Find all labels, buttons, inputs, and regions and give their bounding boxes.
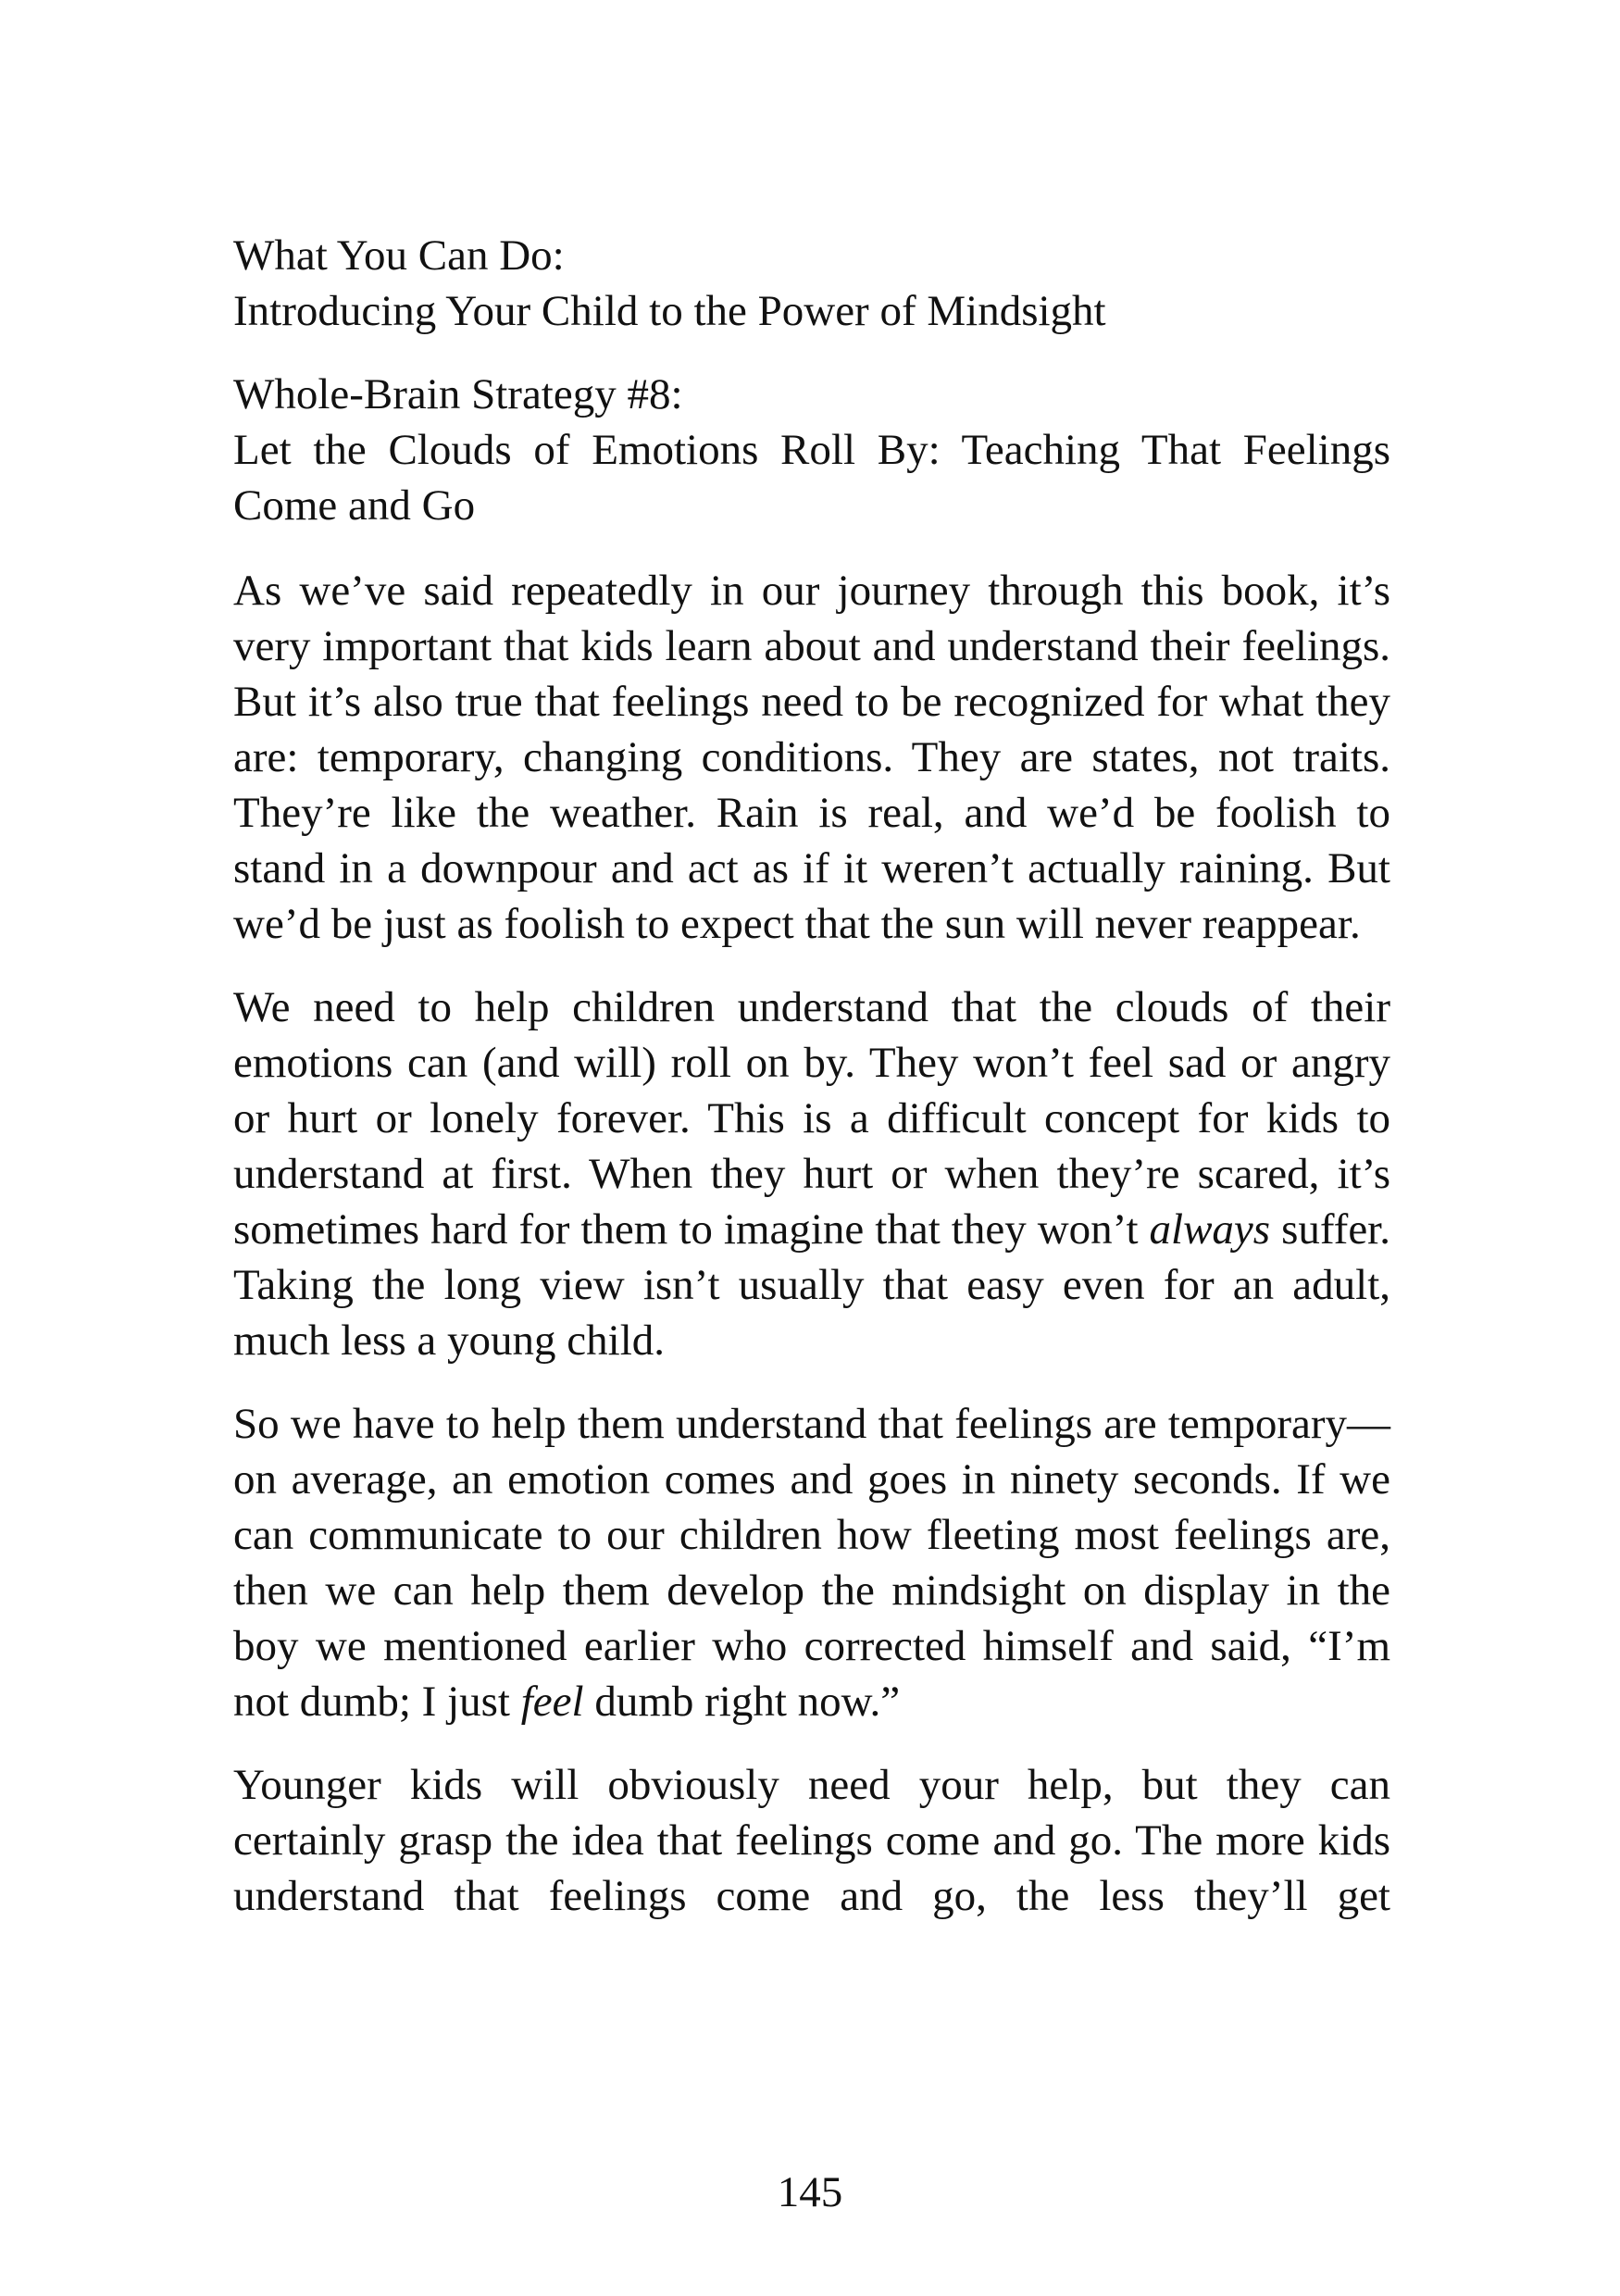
paragraph-3 (233, 1396, 1390, 1729)
paragraph-3-text-b: dumb right now.” (583, 1678, 901, 1726)
strategy-heading-line-2: Let the Clouds of Emotions Roll By: Teaching That Feelings Come and Go (233, 426, 1390, 530)
paragraph-1: As we’ve said repeatedly in our journey through this book, it’s very important that kids learn about and understand their feelings. But it’s also true that feelings need to be recognized for what they are: temporary, changing conditions. They are states, not traits. They’re like the weather. Rain is real, and we’d be foolish to stand in a downpour and act as if it weren’t actually raining. But we’d be just as foolish to expect that the sun will never reappear. (233, 567, 1390, 948)
paragraph-3-emphasis: feel (520, 1678, 584, 1726)
strategy-heading (233, 367, 1390, 533)
paragraph-2-text-a: We need to help children understand that the clouds of their emotions can (and will) roll on by. They won’t feel sad or angry or hurt or lonely forever. This is a difficult concept for kids to understand at first. When they hurt or when they’re scared, it’s sometimes hard for them to imagine that they won’t (233, 983, 1390, 1254)
page-number: 145 (777, 2168, 843, 2216)
headings (233, 228, 1390, 533)
paragraph-2-text-b: suffer. Taking the long view isn’t usually that easy even for an adult, much less a young child. (233, 1205, 1390, 1365)
section-heading (233, 228, 1390, 339)
section-heading-line-1: What You Can Do: (233, 231, 565, 280)
paragraph-4: Younger kids will obviously need your help, but they can certainly grasp the idea that feelings come and go. The more kids understand that feelings come and go, the less they’ll get (233, 1761, 1390, 1920)
strategy-heading-line-1: Whole-Brain Strategy #8: (233, 370, 683, 418)
page-content (233, 228, 1390, 1924)
section-heading-line-2: Introducing Your Child to the Power of Mindsight (233, 287, 1106, 335)
paragraph-2 (233, 980, 1390, 1368)
paragraph-3-text-a: So we have to help them understand that feelings are temporary—on average, an emotion comes and goes in ninety seconds. If we can communicate to our children how fleeting most feelings are, then we can help them develop the mindsight on display in the boy we mentioned earlier who corrected himself and said, “I’m not dumb; I just (233, 1400, 1390, 1726)
paragraph-2-emphasis: always (1149, 1205, 1271, 1254)
